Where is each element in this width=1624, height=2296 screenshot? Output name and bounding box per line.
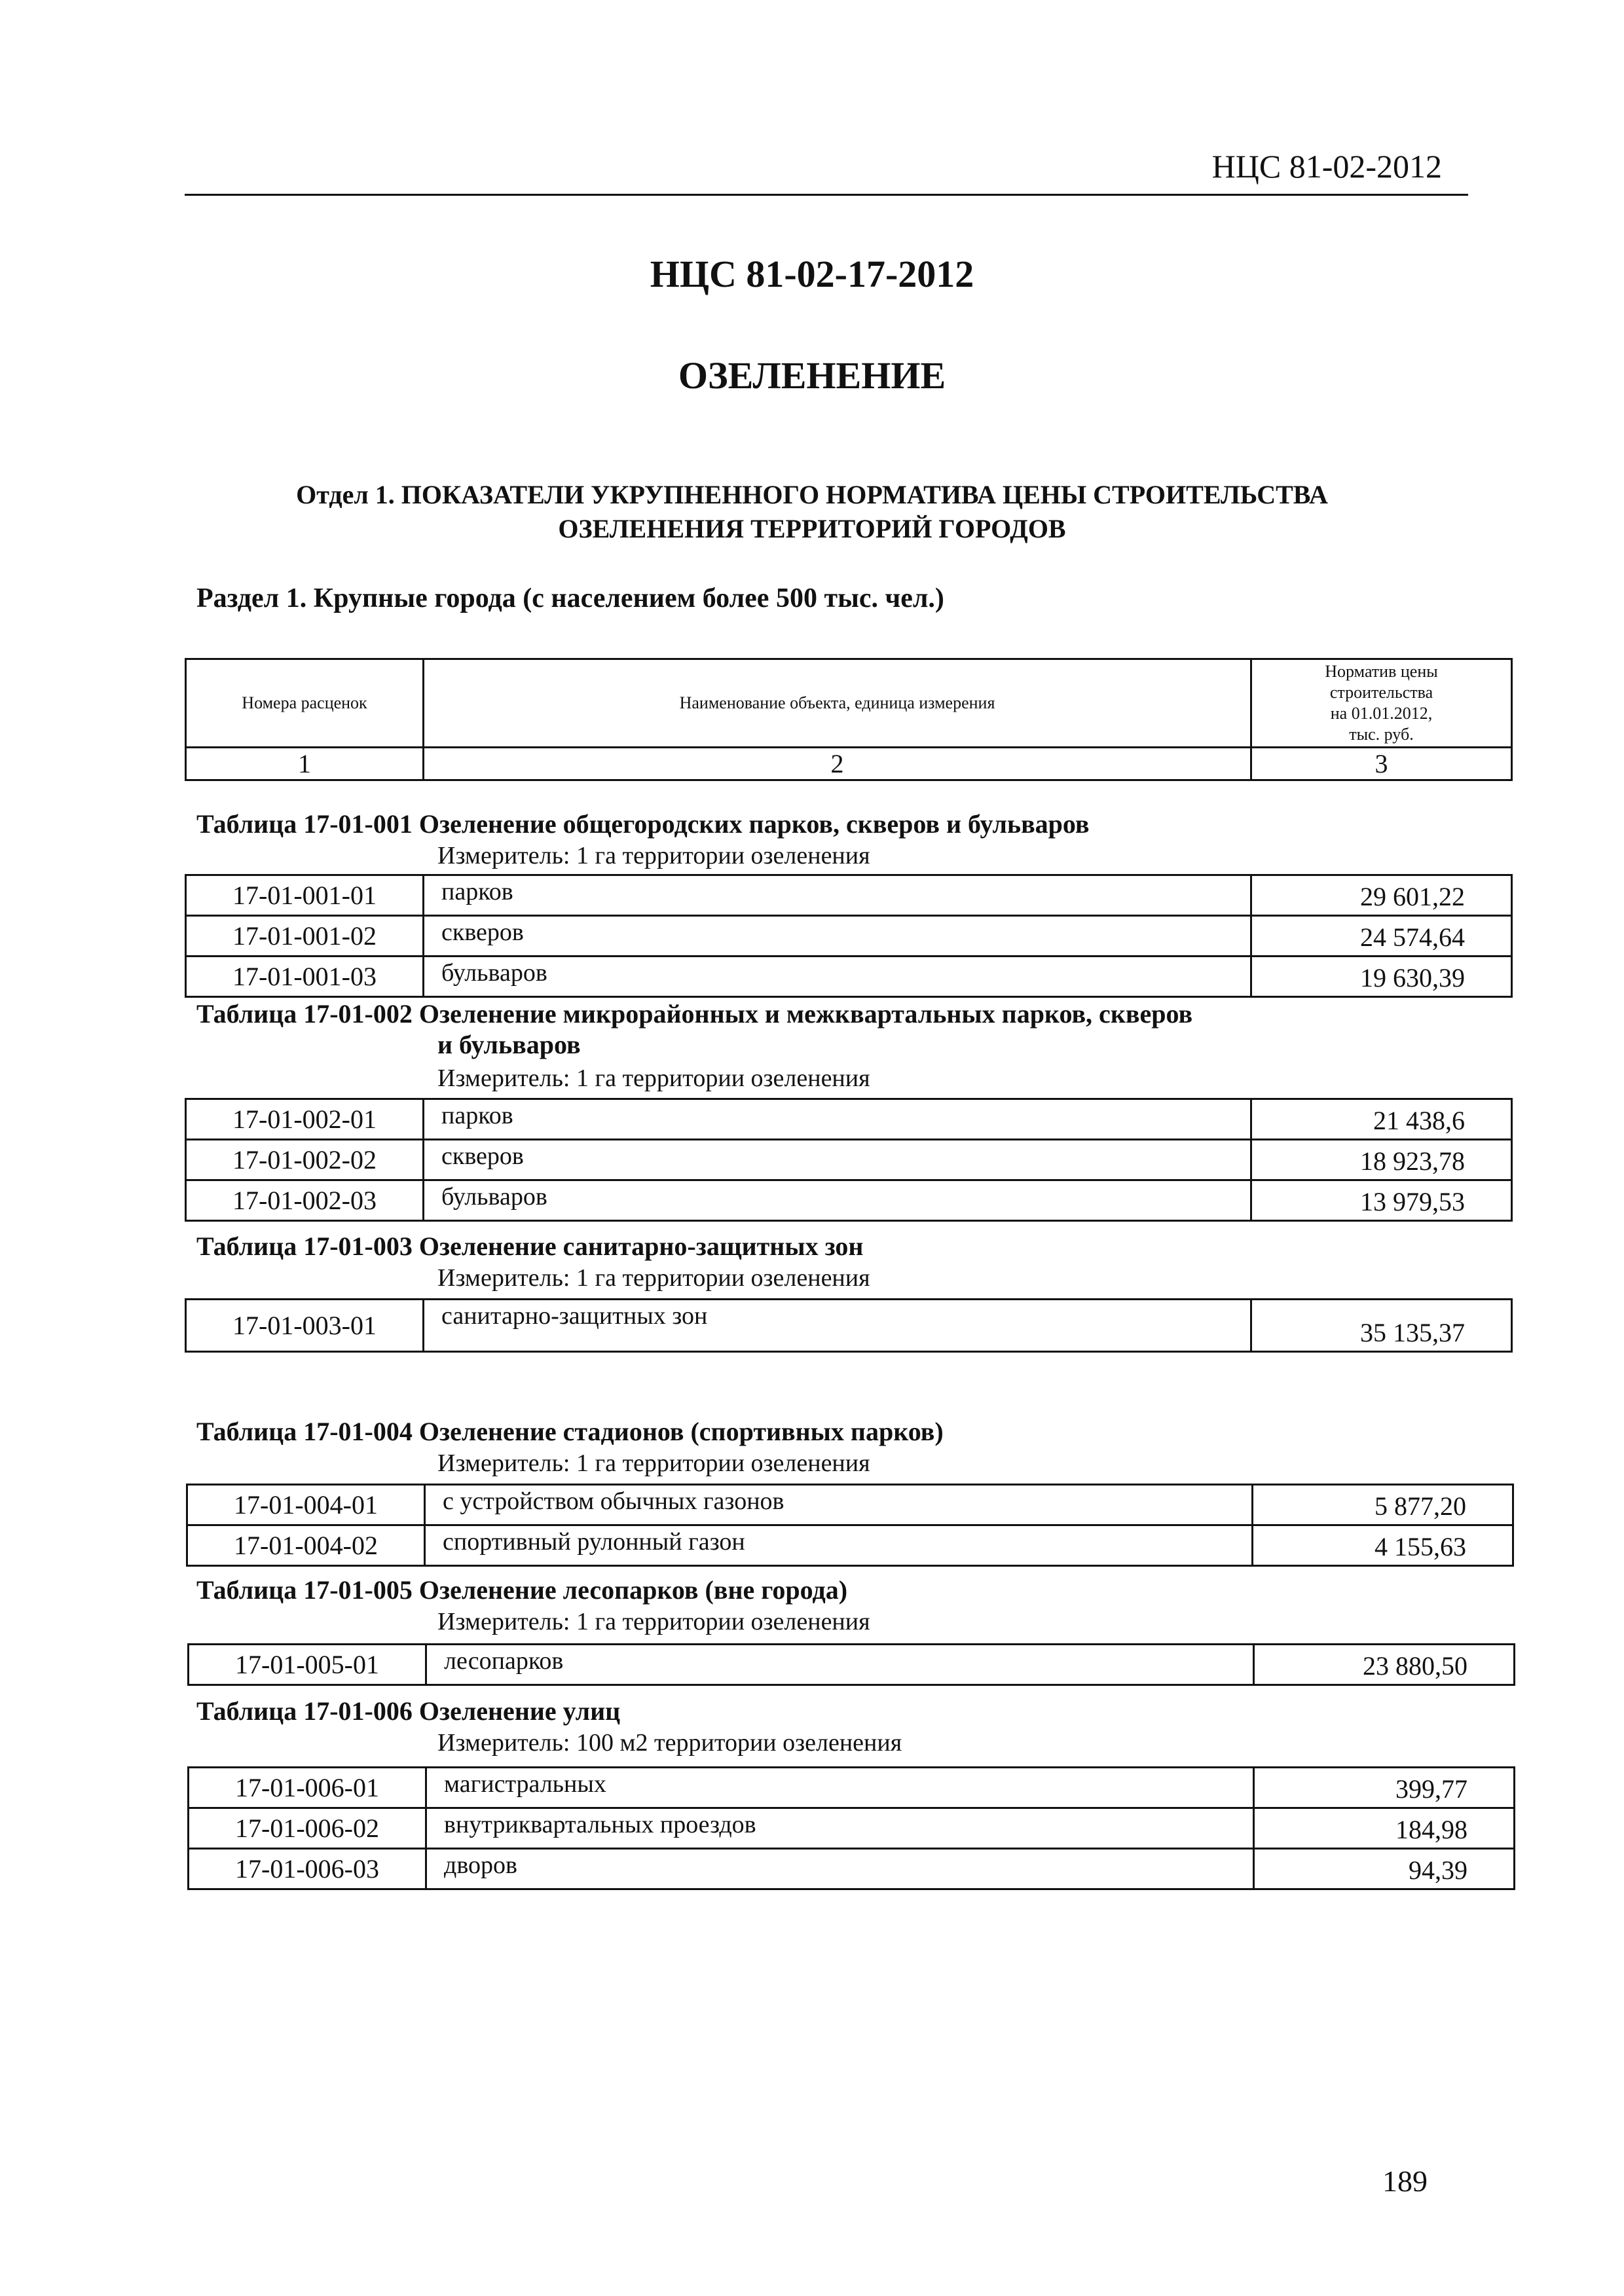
- table-row: [189, 1768, 1515, 1808]
- row-name: внутриквартальных проездов: [426, 1808, 1254, 1849]
- row-code: 17-01-001-02: [186, 916, 424, 957]
- table-caption-continuation: и бульваров: [437, 1030, 581, 1059]
- row-name: лесопарков: [426, 1645, 1254, 1685]
- table-row: [186, 957, 1512, 997]
- row-value: 4 155,63: [1253, 1525, 1513, 1566]
- price-table: [185, 1298, 1513, 1353]
- table-caption-text: Озеленение общегородских парков, скверов и бульваров: [418, 809, 1090, 839]
- column-number-1: 1: [186, 748, 424, 780]
- column-number-3: 3: [1251, 748, 1512, 780]
- running-header-code: НЦС 81-02-2012: [1211, 148, 1442, 185]
- row-code: 17-01-002-01: [186, 1099, 424, 1140]
- table-caption: [196, 809, 1090, 839]
- column-header-value-line-3: на 01.01.2012,: [1330, 704, 1433, 723]
- row-value: 399,77: [1254, 1768, 1515, 1808]
- row-code: 17-01-001-01: [186, 875, 424, 916]
- table-caption-text: Озеленение лесопарков (вне города): [418, 1575, 848, 1605]
- row-code: 17-01-006-03: [189, 1849, 426, 1889]
- column-header-value: [1251, 659, 1512, 748]
- table-row: [186, 875, 1512, 916]
- table-row: [187, 1485, 1513, 1525]
- row-code: 17-01-003-01: [186, 1300, 424, 1352]
- row-name: парков: [424, 875, 1251, 916]
- table-row: [187, 1525, 1513, 1566]
- row-name: спортивный рулонный газон: [425, 1525, 1253, 1566]
- section-heading: Раздел 1. Крупные города (с населением более 500 тыс. чел.): [196, 583, 944, 613]
- price-table: [187, 1643, 1515, 1686]
- table-measure: Измеритель: 100 м2 территории озеленения: [437, 1729, 902, 1757]
- table-row: [189, 1645, 1515, 1685]
- column-header-value-line-2: строительства: [1329, 683, 1433, 702]
- table-caption-id: Таблица 17-01-002: [196, 999, 413, 1029]
- table-caption: [196, 1575, 847, 1605]
- row-value: 29 601,22: [1251, 875, 1512, 916]
- table-row: [189, 1849, 1515, 1889]
- table-row: [186, 1140, 1512, 1180]
- table-measure: Измеритель: 1 га территории озеленения: [437, 1608, 870, 1635]
- row-code: 17-01-006-02: [189, 1808, 426, 1849]
- price-table: [185, 1098, 1513, 1222]
- table-caption-id: Таблица 17-01-001: [196, 809, 413, 839]
- row-name: с устройством обычных газонов: [425, 1485, 1253, 1525]
- column-number-2: 2: [424, 748, 1251, 780]
- table-row: [186, 1099, 1512, 1140]
- table-caption: [196, 1416, 944, 1447]
- row-name: парков: [424, 1099, 1251, 1140]
- table-measure: Измеритель: 1 га территории озеленения: [437, 1065, 870, 1092]
- table-row: [186, 1300, 1512, 1352]
- table-measure: Измеритель: 1 га территории озеленения: [437, 1449, 870, 1477]
- document-code: НЦС 81-02-17-2012: [650, 253, 974, 295]
- row-value: 18 923,78: [1251, 1140, 1512, 1180]
- row-value: 21 438,6: [1251, 1099, 1512, 1140]
- department-line-2: ОЗЕЛЕНЕНИЯ ТЕРРИТОРИЙ ГОРОДОВ: [558, 514, 1066, 543]
- table-row: [186, 1180, 1512, 1221]
- price-table: [186, 1484, 1514, 1567]
- row-code: 17-01-005-01: [189, 1645, 426, 1685]
- row-value: 13 979,53: [1251, 1180, 1512, 1221]
- table-measure: Измеритель: 1 га территории озеленения: [437, 1264, 870, 1292]
- row-code: 17-01-004-01: [187, 1485, 425, 1525]
- price-table: [187, 1766, 1515, 1890]
- row-code: 17-01-002-03: [186, 1180, 424, 1221]
- row-value: 35 135,37: [1251, 1300, 1512, 1352]
- table-caption: [196, 1231, 863, 1262]
- department-heading: [0, 478, 1624, 546]
- column-header-table: [185, 658, 1513, 781]
- table-caption-id: Таблица 17-01-006: [196, 1696, 413, 1726]
- row-name: скверов: [424, 916, 1251, 957]
- column-header-name: Наименование объекта, единица измерения: [424, 659, 1251, 748]
- table-caption-text: Озеленение санитарно-защитных зон: [418, 1231, 864, 1261]
- row-value: 19 630,39: [1251, 957, 1512, 997]
- table-caption-text: Озеленение микрорайонных и межквартальных парков, скверов: [418, 999, 1193, 1029]
- row-value: 24 574,64: [1251, 916, 1512, 957]
- row-name: магистральных: [426, 1768, 1254, 1808]
- row-value: 184,98: [1254, 1808, 1515, 1849]
- row-code: 17-01-001-03: [186, 957, 424, 997]
- table-row: [189, 1808, 1515, 1849]
- table-caption-id: Таблица 17-01-005: [196, 1575, 413, 1605]
- header-rule: [185, 194, 1468, 196]
- table-measure: Измеритель: 1 га территории озеленения: [437, 842, 870, 869]
- row-value: 23 880,50: [1254, 1645, 1515, 1685]
- row-name: скверов: [424, 1140, 1251, 1180]
- price-table: [185, 874, 1513, 998]
- row-name: бульваров: [424, 957, 1251, 997]
- row-value: 5 877,20: [1253, 1485, 1513, 1525]
- row-name: дворов: [426, 1849, 1254, 1889]
- row-code: 17-01-004-02: [187, 1525, 425, 1566]
- table-row: [186, 916, 1512, 957]
- row-name: санитарно-защитных зон: [424, 1300, 1251, 1352]
- table-caption-id: Таблица 17-01-004: [196, 1417, 413, 1446]
- row-code: 17-01-006-01: [189, 1768, 426, 1808]
- page-number: 189: [1382, 2164, 1428, 2198]
- table-caption-text: Озеленение стадионов (спортивных парков): [418, 1417, 944, 1446]
- table-caption-text: Озеленение улиц: [418, 1696, 621, 1726]
- row-code: 17-01-002-02: [186, 1140, 424, 1180]
- column-header-value-line-4: тыс. руб.: [1349, 725, 1414, 744]
- table-caption: [196, 998, 1192, 1060]
- row-value: 94,39: [1254, 1849, 1515, 1889]
- table-caption-id: Таблица 17-01-003: [196, 1231, 413, 1261]
- document-title: ОЗЕЛЕНЕНИЕ: [678, 354, 946, 397]
- column-header-value-line-1: Норматив цены: [1325, 662, 1438, 681]
- table-caption: [196, 1696, 620, 1726]
- column-header-code: Номера расценок: [186, 659, 424, 748]
- department-line-1: Отдел 1. ПОКАЗАТЕЛИ УКРУПНЕННОГО НОРМАТИВА ЦЕНЫ СТРОИТЕЛЬСТВА: [296, 480, 1328, 509]
- row-name: бульваров: [424, 1180, 1251, 1221]
